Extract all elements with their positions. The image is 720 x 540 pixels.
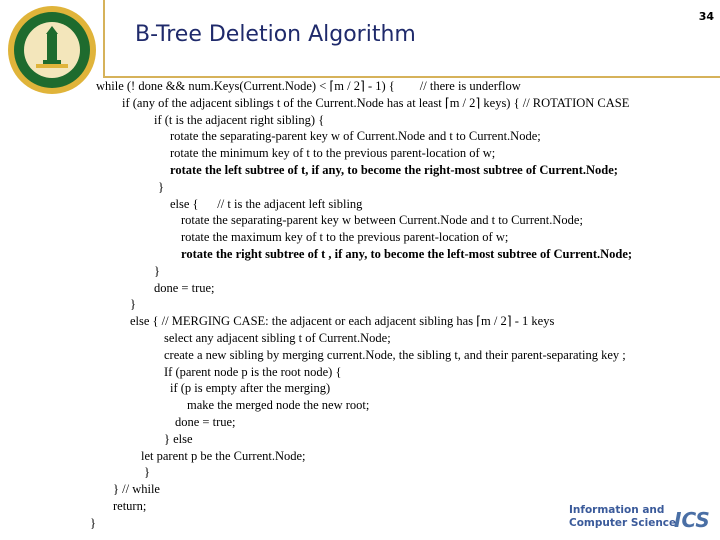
code-line: select any adjacent sibling t of Current.Node; bbox=[164, 331, 391, 345]
code-line: else { // t is the adjacent left sibling bbox=[170, 196, 363, 211]
code-line: } bbox=[90, 515, 96, 530]
code-line: } bbox=[154, 263, 160, 278]
code-line: if (any of the adjacent siblings t of the Current.Node has at least ⌈m / 2⌉ keys) { // ROTATION CASE bbox=[122, 95, 630, 110]
code-line: If (parent node p is the root node) { bbox=[164, 364, 342, 379]
footer-brand-line2: Computer Science bbox=[569, 517, 677, 529]
slide-title: B-Tree Deletion Algorithm bbox=[135, 22, 416, 47]
code-line: make the merged node the new root; bbox=[187, 398, 370, 413]
footer-ics-mark: ICS bbox=[674, 508, 710, 532]
footer-brand-text bbox=[569, 504, 676, 530]
code-line: create a new sibling by merging current.Node, the sibling t, and their parent-separating key ; bbox=[164, 347, 626, 362]
code-line: rotate the maximum key of t to the previous parent-location of w; bbox=[181, 230, 509, 245]
code-line: } bbox=[130, 297, 136, 312]
code-line: return; bbox=[113, 499, 147, 513]
code-line: while (! done && num.Keys(Current.Node) < ⌈m / 2⌉ - 1) { // there is underflow bbox=[96, 79, 521, 93]
code-line: rotate the separating-parent key w of Current.Node and t to Current.Node; bbox=[170, 129, 541, 144]
code-line: done = true; bbox=[154, 280, 215, 295]
code-line: rotate the separating-parent key w between Current.Node and t to Current.Node; bbox=[181, 213, 583, 228]
code-line: } // while bbox=[113, 482, 160, 497]
footer-logo bbox=[566, 502, 716, 538]
code-line: } else bbox=[164, 431, 193, 446]
footer-brand-line1: Information and bbox=[569, 504, 665, 516]
code-line: else { // MERGING CASE: the adjacent or each adjacent sibling has ⌈m / 2⌉ - 1 keys bbox=[130, 314, 555, 329]
code-line: let parent p be the Current.Node; bbox=[141, 448, 306, 463]
code-line: rotate the right subtree of t , if any, to become the left-most subtree of Current.Node; bbox=[181, 247, 633, 261]
page-number: 34 bbox=[698, 10, 714, 23]
code-line: } bbox=[144, 465, 150, 480]
code-line: if (p is empty after the merging) bbox=[170, 381, 331, 396]
code-line: } bbox=[158, 179, 164, 194]
code-line: rotate the minimum key of t to the previous parent-location of w; bbox=[170, 146, 496, 161]
header-vertical-rule bbox=[103, 0, 105, 78]
code-line: rotate the left subtree of t, if any, to become the right-most subtree of Current.Node; bbox=[170, 163, 618, 177]
university-logo-icon bbox=[6, 4, 98, 96]
code-line: done = true; bbox=[175, 415, 236, 429]
code-line: if (t is the adjacent right sibling) { bbox=[154, 112, 325, 127]
